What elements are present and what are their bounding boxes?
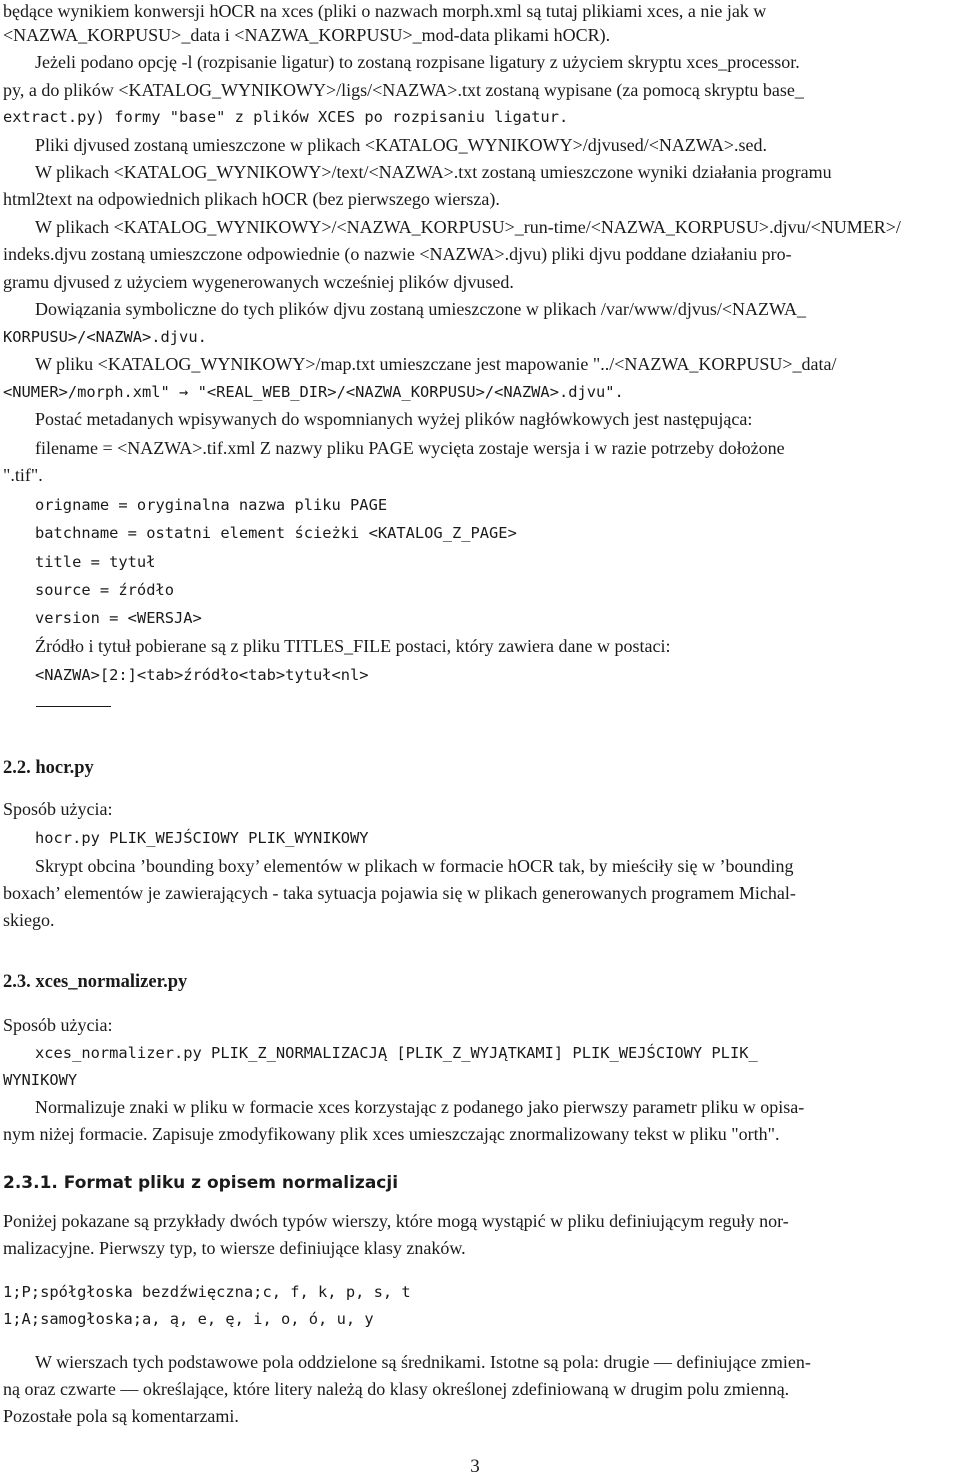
body-line: Poniżej pokazane są przykłady dwóch typów wierszy, które mogą wystąpić w pliku definiującym reguły nor- bbox=[3, 1211, 789, 1231]
body-line: ną oraz czwarte — określające, które litery należą do klasy określonej zdefiniowaną w drugim polu zmienną. bbox=[3, 1379, 790, 1399]
body-line: Jeżeli podano opcję -l (rozpisanie ligatur) to zostaną rozpisane ligatury z użyciem skryptu xces_processor. bbox=[35, 52, 800, 72]
code-line: 1;P;spółgłoska bezdźwięczna;c, f, k, p, s, t bbox=[3, 1283, 411, 1301]
body-line: KORPUSU>/<NAZWA>.djvu. bbox=[3, 328, 207, 346]
section-heading: 2.2. hocr.py bbox=[3, 758, 94, 778]
page-number: 3 bbox=[470, 1456, 480, 1477]
code-line: hocr.py PLIK_WEJŚCIOWY PLIK_WYNIKOWY bbox=[35, 829, 369, 847]
body-line: Pozostałe pola są komentarzami. bbox=[3, 1406, 239, 1426]
body-line: będące wynikiem konwersji hOCR na xces (pliki o nazwach morph.xml są tutaj plikiami xces, a nie jak w bbox=[3, 1, 767, 21]
body-line: html2text na odpowiednich plikach hOCR (bez pierwszego wiersza). bbox=[3, 189, 500, 209]
code-line: <NAZWA>[2:]<tab>źródło<tab>tytuł<nl> bbox=[35, 666, 369, 684]
body-line: Sposób użycia: bbox=[3, 799, 113, 819]
body-line: Sposób użycia: bbox=[3, 1015, 113, 1035]
body-line: W pliku <KATALOG_WYNIKOWY>/map.txt umieszczane jest mapowanie "../<NAZWA_KORPUSU>_data/ bbox=[35, 354, 837, 374]
code-line: 1;A;samogłoska;a, ą, e, ę, i, o, ó, u, y bbox=[3, 1310, 374, 1328]
body-line: <NAZWA_KORPUSU>_data i <NAZWA_KORPUSU>_mod-data plikami hOCR). bbox=[3, 25, 611, 45]
metadata-line: source = źródło bbox=[35, 581, 174, 599]
body-line: indeks.djvu zostaną umieszczone odpowiednie (o nazwie <NAZWA>.djvu) pliki djvu poddane działaniu pro- bbox=[3, 244, 792, 264]
section-heading: 2.3. xces_normalizer.py bbox=[3, 972, 188, 992]
body-line: malizacyjne. Pierwszy typ, to wiersze definiujące klasy znaków. bbox=[3, 1238, 466, 1258]
body-line: skiego. bbox=[3, 910, 55, 930]
body-line: Postać metadanych wpisywanych do wspomnianych wyżej plików nagłówkowych jest następująca: bbox=[35, 409, 753, 429]
metadata-line: version = <WERSJA> bbox=[35, 609, 202, 627]
metadata-line: origname = oryginalna nazwa pliku PAGE bbox=[35, 496, 388, 514]
body-line: W wierszach tych podstawowe pola oddzielone są średnikami. Istotne są pola: drugie — definiujące zmien- bbox=[35, 1352, 811, 1372]
body-line: W plikach <KATALOG_WYNIKOWY>/text/<NAZWA>.txt zostaną umieszczone wyniki działania programu bbox=[35, 162, 832, 182]
body-line: Dowiązania symboliczne do tych plików djvu zostaną umieszczone w plikach /var/www/djvus/<NAZWA_ bbox=[35, 299, 806, 319]
body-line: extract.py) formy "base" z plików XCES po rozpisaniu ligatur. bbox=[3, 108, 569, 126]
code-line: xces_normalizer.py PLIK_Z_NORMALIZACJĄ [PLIK_Z_WYJĄTKAMI] PLIK_WEJŚCIOWY PLIK_ bbox=[35, 1044, 758, 1062]
body-line: Źródło i tytuł pobierane są z pliku TITLES_FILE postaci, który zawiera dane w postaci: bbox=[35, 636, 671, 656]
body-line: Skrypt obcina ’bounding boxy’ elementów w plikach w formacie hOCR tak, by mieściły się w ’bounding bbox=[35, 856, 794, 876]
code-line: WYNIKOWY bbox=[3, 1071, 78, 1089]
horizontal-rule bbox=[36, 706, 111, 707]
body-line: Pliki djvused zostaną umieszczone w plikach <KATALOG_WYNIKOWY>/djvused/<NAZWA>.sed. bbox=[35, 135, 768, 155]
body-line: gramu djvused z użyciem wygenerowanych wcześniej plików djvused. bbox=[3, 272, 514, 292]
metadata-line: batchname = ostatni element ścieżki <KATALOG_Z_PAGE> bbox=[35, 524, 517, 542]
metadata-line: title = tytuł bbox=[35, 553, 156, 571]
body-line: nym niżej formacie. Zapisuje zmodyfikowany plik xces umieszczając znormalizowany tekst w pliku "orth". bbox=[3, 1124, 780, 1144]
body-line: ".tif". bbox=[3, 465, 43, 485]
metadata-line: filename = <NAZWA>.tif.xml Z nazwy pliku PAGE wycięta zostaje wersja i w razie potrzeby dołożone bbox=[35, 438, 785, 458]
body-line: Normalizuje znaki w pliku w formacie xces korzystając z podanego jako pierwszy parametr pliku w opisa- bbox=[35, 1097, 805, 1117]
body-line: W plikach <KATALOG_WYNIKOWY>/<NAZWA_KORPUSU>_run-time/<NAZWA_KORPUSU>.djvu/<NUMER>/ bbox=[35, 217, 901, 237]
body-line: boxach’ elementów je zawierających - taka sytuacja pojawia się w plikach generowanych programem Michal- bbox=[3, 883, 796, 903]
body-line: <NUMER>/morph.xml" → "<REAL_WEB_DIR>/<NAZWA_KORPUSU>/<NAZWA>.djvu". bbox=[3, 383, 624, 401]
subsection-heading: 2.3.1. Format pliku z opisem normalizacji bbox=[3, 1173, 399, 1193]
body-line: py, a do plików <KATALOG_WYNIKOWY>/ligs/<NAZWA>.txt zostaną wypisane (za pomocą skryptu base_ bbox=[3, 80, 804, 100]
